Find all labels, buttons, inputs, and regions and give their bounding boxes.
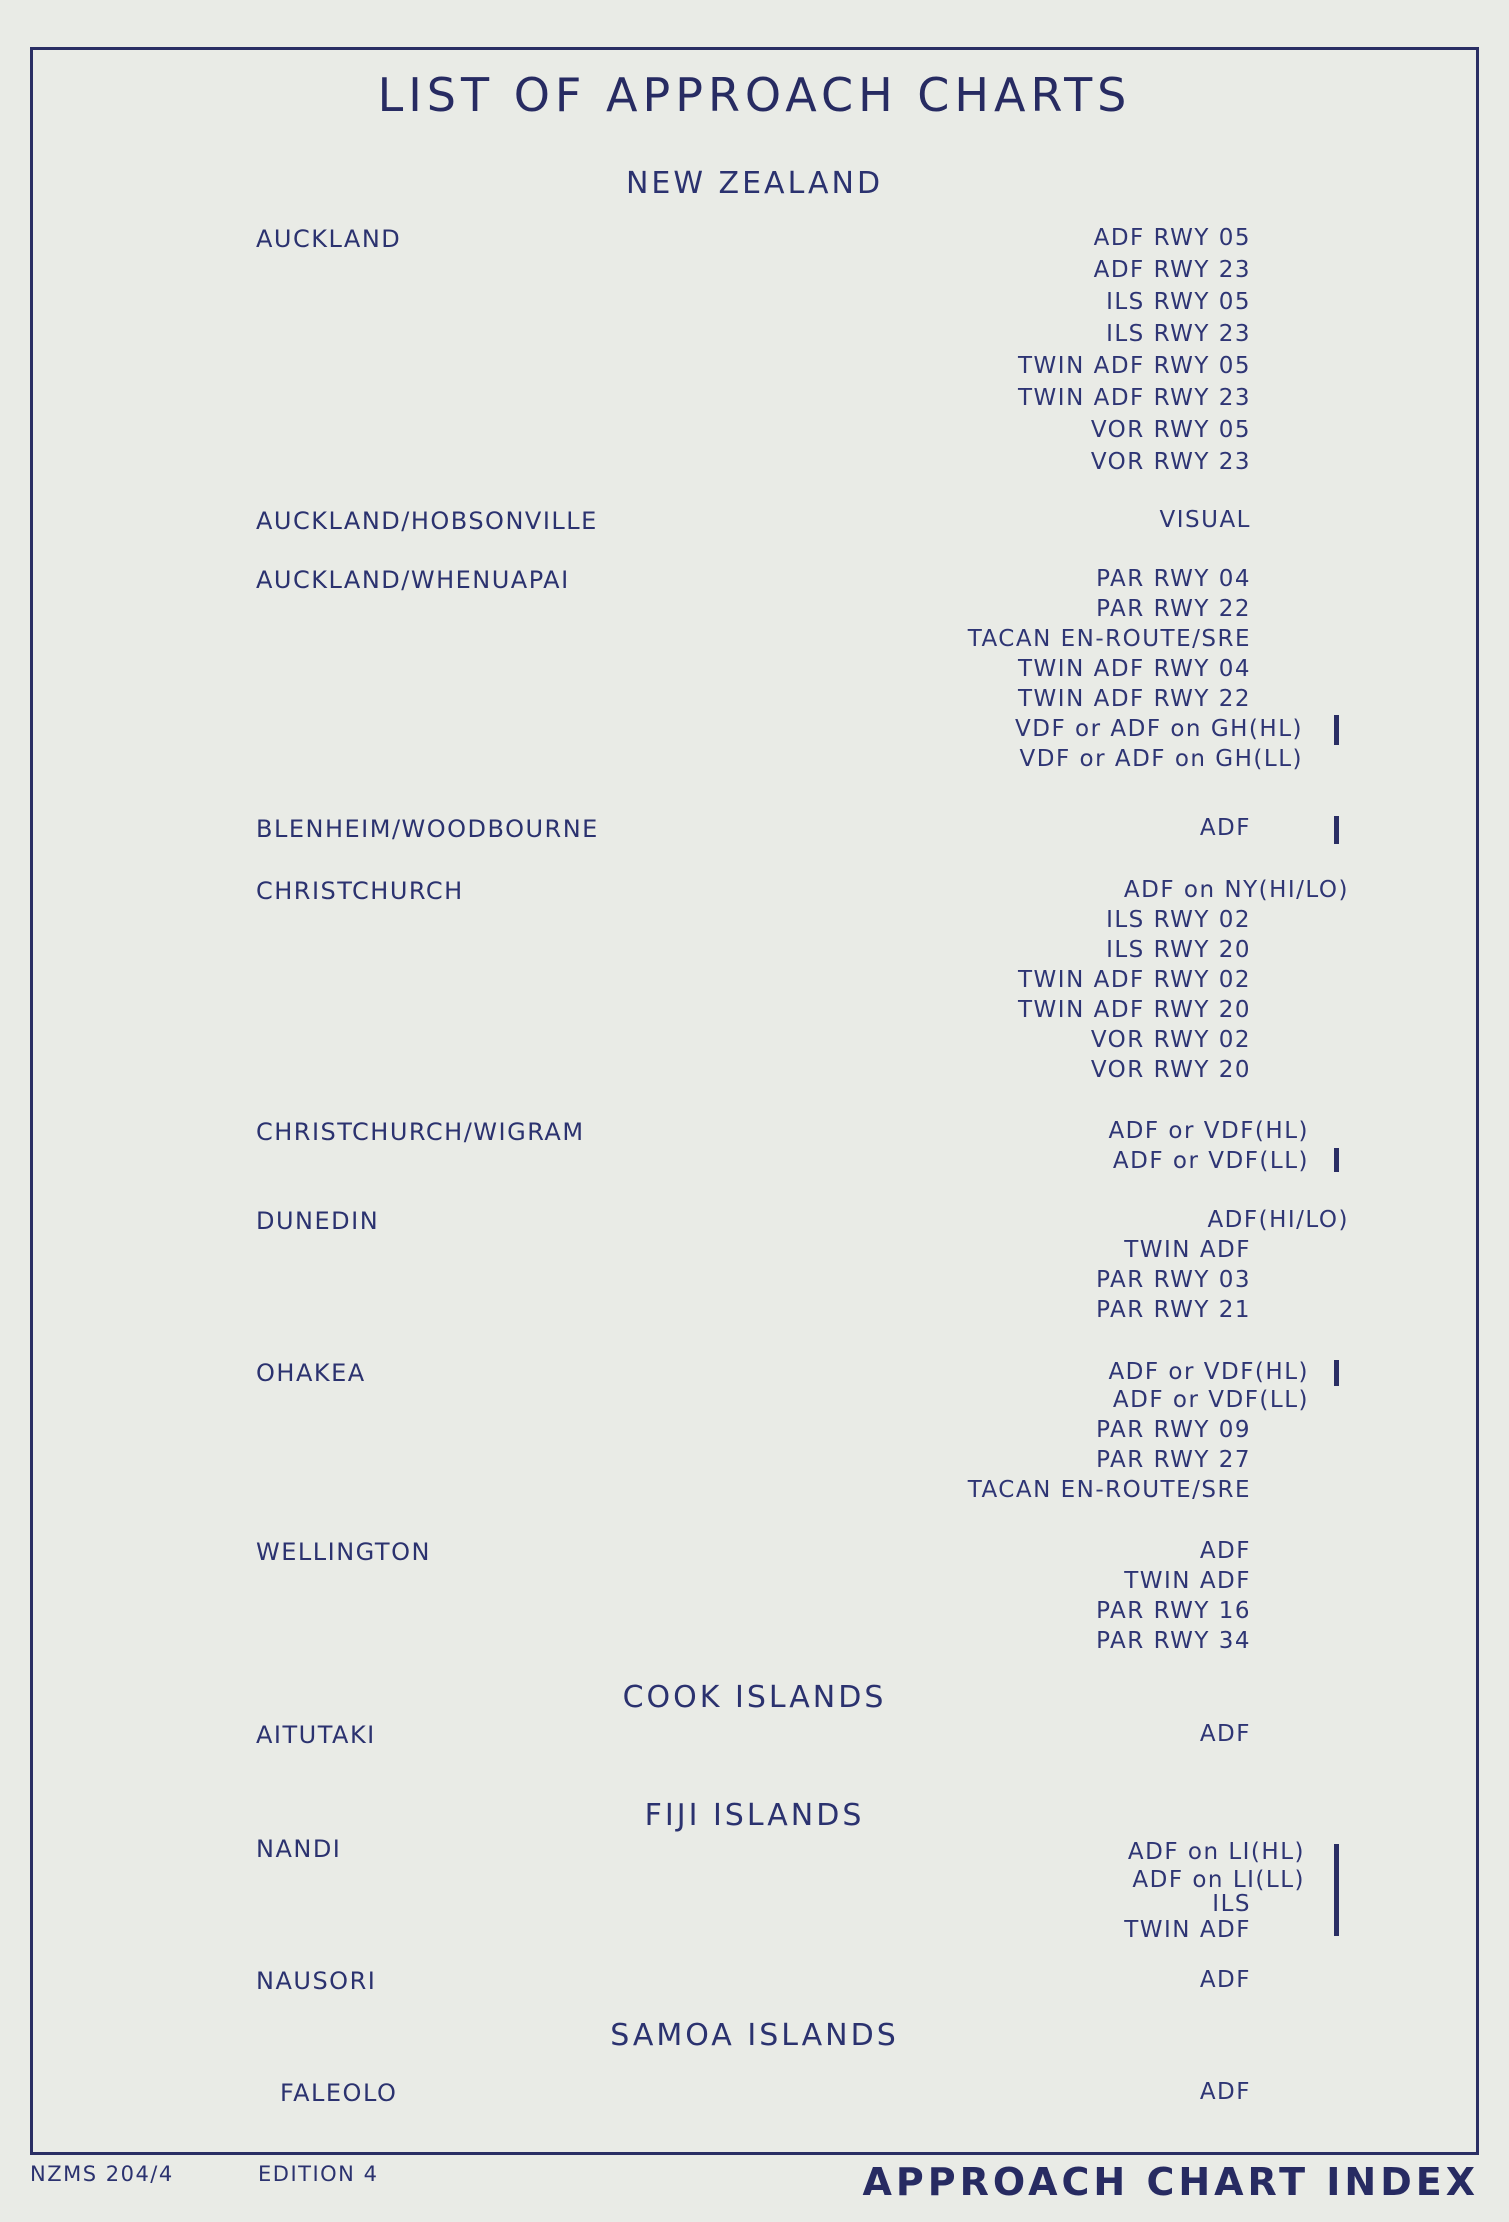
approach-item: ILS RWY 20 [1106, 937, 1251, 963]
location-name: BLENHEIM/WOODBOURNE [256, 815, 599, 843]
approach-item: ADF [1199, 1538, 1251, 1564]
approach-item: TWIN ADF RWY 22 [1018, 686, 1251, 712]
location-name: AUCKLAND [256, 225, 402, 253]
approach-item: TWIN ADF RWY 04 [1018, 656, 1251, 682]
approach-item: PAR RWY 16 [1096, 1598, 1251, 1624]
location-name: CHRISTCHURCH/WIGRAM [256, 1118, 585, 1146]
location-name: AUCKLAND/HOBSONVILLE [256, 507, 598, 535]
approach-item: TWIN ADF [1124, 1568, 1251, 1594]
approach-item: VOR RWY 20 [1090, 1057, 1251, 1083]
approach-item: PAR RWY 22 [1096, 596, 1251, 622]
location-name: CHRISTCHURCH [256, 877, 464, 905]
approach-item: ADF on NY(HI/LO) [1123, 877, 1349, 903]
approach-item: ADF or VDF(HL) [1108, 1359, 1309, 1385]
approach-item: TACAN EN-ROUTE/SRE [967, 1477, 1251, 1503]
approach-item: VOR RWY 23 [1090, 449, 1251, 475]
edition-label: EDITION 4 [258, 2162, 379, 2186]
index-title: APPROACH CHART INDEX [862, 2160, 1479, 2204]
location-name: WELLINGTON [256, 1538, 431, 1566]
approach-item: ADF or VDF(LL) [1112, 1148, 1309, 1174]
approach-item: ADF on LI(LL) [1132, 1867, 1305, 1893]
approach-item: TWIN ADF RWY 20 [1018, 997, 1251, 1023]
location-name: DUNEDIN [256, 1207, 380, 1235]
section-heading-cook-islands: COOK ISLANDS [622, 1680, 887, 1715]
approach-item: ADF [1199, 1721, 1251, 1747]
section-heading-new-zealand: NEW ZEALAND [625, 166, 884, 201]
location-name: OHAKEA [256, 1359, 366, 1387]
approach-item: VOR RWY 02 [1090, 1027, 1251, 1053]
approach-item: ILS [1212, 1891, 1251, 1917]
revision-bar [1334, 816, 1339, 844]
revision-bar [1334, 1148, 1339, 1172]
location-name: NAUSORI [256, 1967, 377, 1995]
approach-item: TWIN ADF RWY 05 [1018, 353, 1251, 379]
approach-item: ADF RWY 23 [1093, 257, 1251, 283]
approach-item: TWIN ADF RWY 02 [1018, 967, 1251, 993]
approach-item: ADF or VDF(LL) [1112, 1387, 1309, 1413]
location-name: FALEOLO [280, 2079, 398, 2107]
approach-item: ILS RWY 23 [1106, 321, 1251, 347]
approach-item: ILS RWY 05 [1106, 289, 1251, 315]
approach-item: VDF or ADF on GH(HL) [1015, 716, 1303, 742]
section-heading-samoa-islands: SAMOA ISLANDS [610, 2018, 899, 2053]
approach-item: ADF [1199, 2079, 1251, 2105]
approach-item: ADF or VDF(HL) [1108, 1118, 1309, 1144]
approach-item: VISUAL [1159, 507, 1251, 533]
approach-item: ADF RWY 05 [1093, 225, 1251, 251]
page-title: LIST OF APPROACH CHARTS [377, 68, 1132, 122]
approach-item: ILS RWY 02 [1106, 907, 1251, 933]
approach-item: ADF(HI/LO) [1207, 1207, 1349, 1233]
location-name: AUCKLAND/WHENUAPAI [256, 566, 570, 594]
approach-item: PAR RWY 34 [1096, 1628, 1251, 1654]
approach-item: ADF [1199, 1967, 1251, 1993]
chart-series-code: NZMS 204/4 [30, 2162, 174, 2186]
approach-item: TWIN ADF [1124, 1917, 1251, 1943]
section-heading-fiji-islands: FIJI ISLANDS [644, 1798, 865, 1833]
approach-item: VOR RWY 05 [1090, 417, 1251, 443]
approach-item: PAR RWY 21 [1096, 1297, 1251, 1323]
approach-item: PAR RWY 09 [1096, 1417, 1251, 1443]
approach-item: ADF on LI(HL) [1127, 1839, 1305, 1865]
approach-item: TACAN EN-ROUTE/SRE [967, 626, 1251, 652]
approach-item: TWIN ADF RWY 23 [1018, 385, 1251, 411]
location-name: NANDI [256, 1835, 342, 1863]
location-name: AITUTAKI [256, 1721, 376, 1749]
approach-item: PAR RWY 04 [1096, 566, 1251, 592]
revision-bar [1334, 715, 1339, 745]
revision-bar [1334, 1360, 1339, 1386]
approach-item: ADF [1199, 815, 1251, 841]
approach-item: PAR RWY 03 [1096, 1267, 1251, 1293]
revision-bar [1334, 1844, 1339, 1936]
approach-item: TWIN ADF [1124, 1237, 1251, 1263]
approach-item: VDF or ADF on GH(LL) [1019, 746, 1303, 772]
approach-item: PAR RWY 27 [1096, 1447, 1251, 1473]
